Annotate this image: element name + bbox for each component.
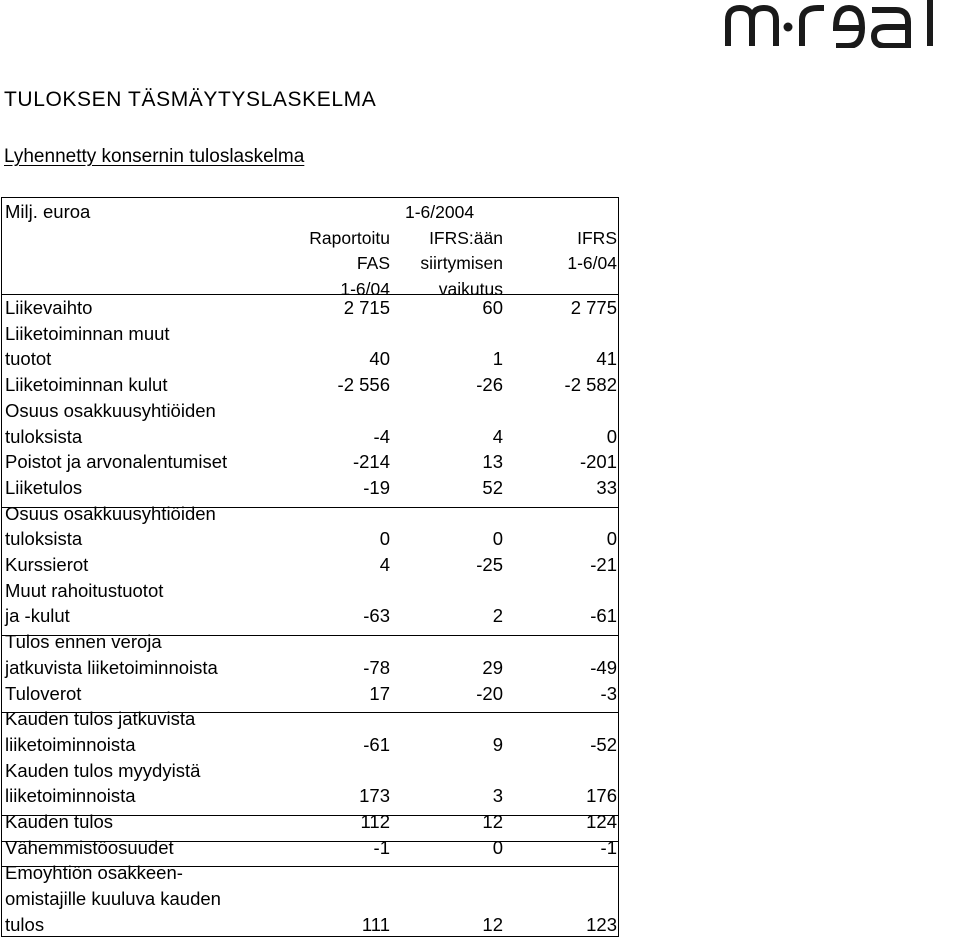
value-ifrs: -3 [600,682,617,704]
col-header-transition: siirtymisen [420,253,503,274]
value-fas: 0 [379,528,390,550]
row-label: Tulos ennen veroja [5,631,162,653]
value-transition: -26 [476,374,503,396]
value-ifrs: 0 [606,528,617,550]
value-fas: 173 [359,785,390,807]
col-header-ifrs: 1-6/04 [567,253,617,274]
value-ifrs: -2 582 [564,374,617,396]
value-transition: 2 [492,605,503,627]
col-header-ifrs: IFRS [577,227,617,248]
value-transition: 0 [492,836,503,858]
row-label: tuloksista [5,528,83,550]
row-label: liiketoiminnoista [5,785,136,807]
row-label: Osuus osakkuusyhtiöiden [5,502,216,524]
row-label: Kauden tulos [5,811,114,832]
value-ifrs: 33 [596,476,617,498]
value-fas: -19 [363,476,390,498]
value-transition: -25 [476,554,503,575]
value-transition: 1 [492,348,503,370]
value-fas: -78 [363,656,390,678]
value-fas: -2 556 [337,374,390,396]
row-label: Muut rahoitustuotot [5,579,164,601]
value-fas: 2 715 [343,297,390,318]
value-fas: -1 [373,836,390,858]
col-header-fas: FAS [356,253,390,274]
row-divider [1,507,619,508]
value-ifrs: 124 [586,811,617,832]
row-label: Kauden tulos myydyistä [5,759,201,781]
value-transition: 12 [482,811,503,832]
col-header-fas: Raportoitu [309,227,390,248]
document-title: TULOKSEN TÄSMÄYTYSLASKELMA [4,88,377,111]
value-ifrs: 2 775 [570,297,617,318]
value-fas: 17 [369,682,390,704]
col-header-transition: IFRS:ään [429,227,503,248]
unit-label: Milj. euroa [5,201,91,222]
value-transition: 29 [482,656,503,678]
col-header-fas: 1-6/04 [340,279,390,300]
value-ifrs: 41 [596,348,617,370]
value-transition: 13 [482,451,503,473]
value-transition: -20 [476,682,503,704]
row-label: Liikevaihto [5,297,93,318]
value-transition: 0 [492,528,503,550]
value-ifrs: 123 [586,913,617,935]
value-fas: 4 [379,554,390,575]
value-transition: 3 [492,785,503,807]
value-ifrs: -52 [590,733,617,755]
row-label: Emoyhtiön osakkeen- [5,862,183,884]
value-fas: 40 [369,348,390,370]
row-label: tuloksista [5,425,83,447]
value-ifrs: -21 [590,554,617,575]
value-fas: -63 [363,605,390,627]
value-transition: 9 [492,733,503,755]
value-ifrs: -1 [600,836,617,858]
value-transition: 60 [482,297,503,318]
row-label: Liiketoiminnan kulut [5,374,168,396]
row-label: tuotot [5,348,52,370]
document-subtitle: Lyhennetty konsernin tuloslaskelma [4,146,305,167]
row-label: Liiketoiminnan muut [5,322,170,344]
value-fas: -214 [352,451,390,473]
row-label: Vähemmistöosuudet [5,836,174,858]
value-ifrs: 0 [606,425,617,447]
value-transition: 4 [492,425,503,447]
value-ifrs: -201 [579,451,617,473]
value-fas: -61 [363,733,390,755]
col-header-transition: vaikutus [438,279,503,300]
value-ifrs: -49 [590,656,617,678]
row-label: Kurssierot [5,554,89,575]
row-label: Liiketulos [5,476,83,498]
value-transition: 12 [482,913,503,935]
value-fas: -4 [373,425,390,447]
row-label: jatkuvista liiketoiminnoista [5,656,218,678]
row-label: ja -kulut [5,605,70,627]
header-divider [1,294,619,295]
row-label: liiketoiminnoista [5,733,136,755]
value-fas: 112 [360,811,390,832]
value-ifrs: -61 [590,605,617,627]
m-real-logo [724,0,956,48]
row-label: omistajille kuuluva kauden [5,888,221,910]
row-label: Kauden tulos jatkuvista [5,708,196,730]
value-ifrs: 176 [586,785,617,807]
row-label: tulos [5,913,45,935]
period-header: 1-6/2004 [405,202,475,222]
row-label: Poistot ja arvonalentumiset [5,451,228,473]
row-label: Tuloverot [5,682,82,704]
value-fas: 111 [361,913,390,935]
row-label: Osuus osakkuusyhtiöiden [5,399,216,421]
value-transition: 52 [482,476,503,498]
